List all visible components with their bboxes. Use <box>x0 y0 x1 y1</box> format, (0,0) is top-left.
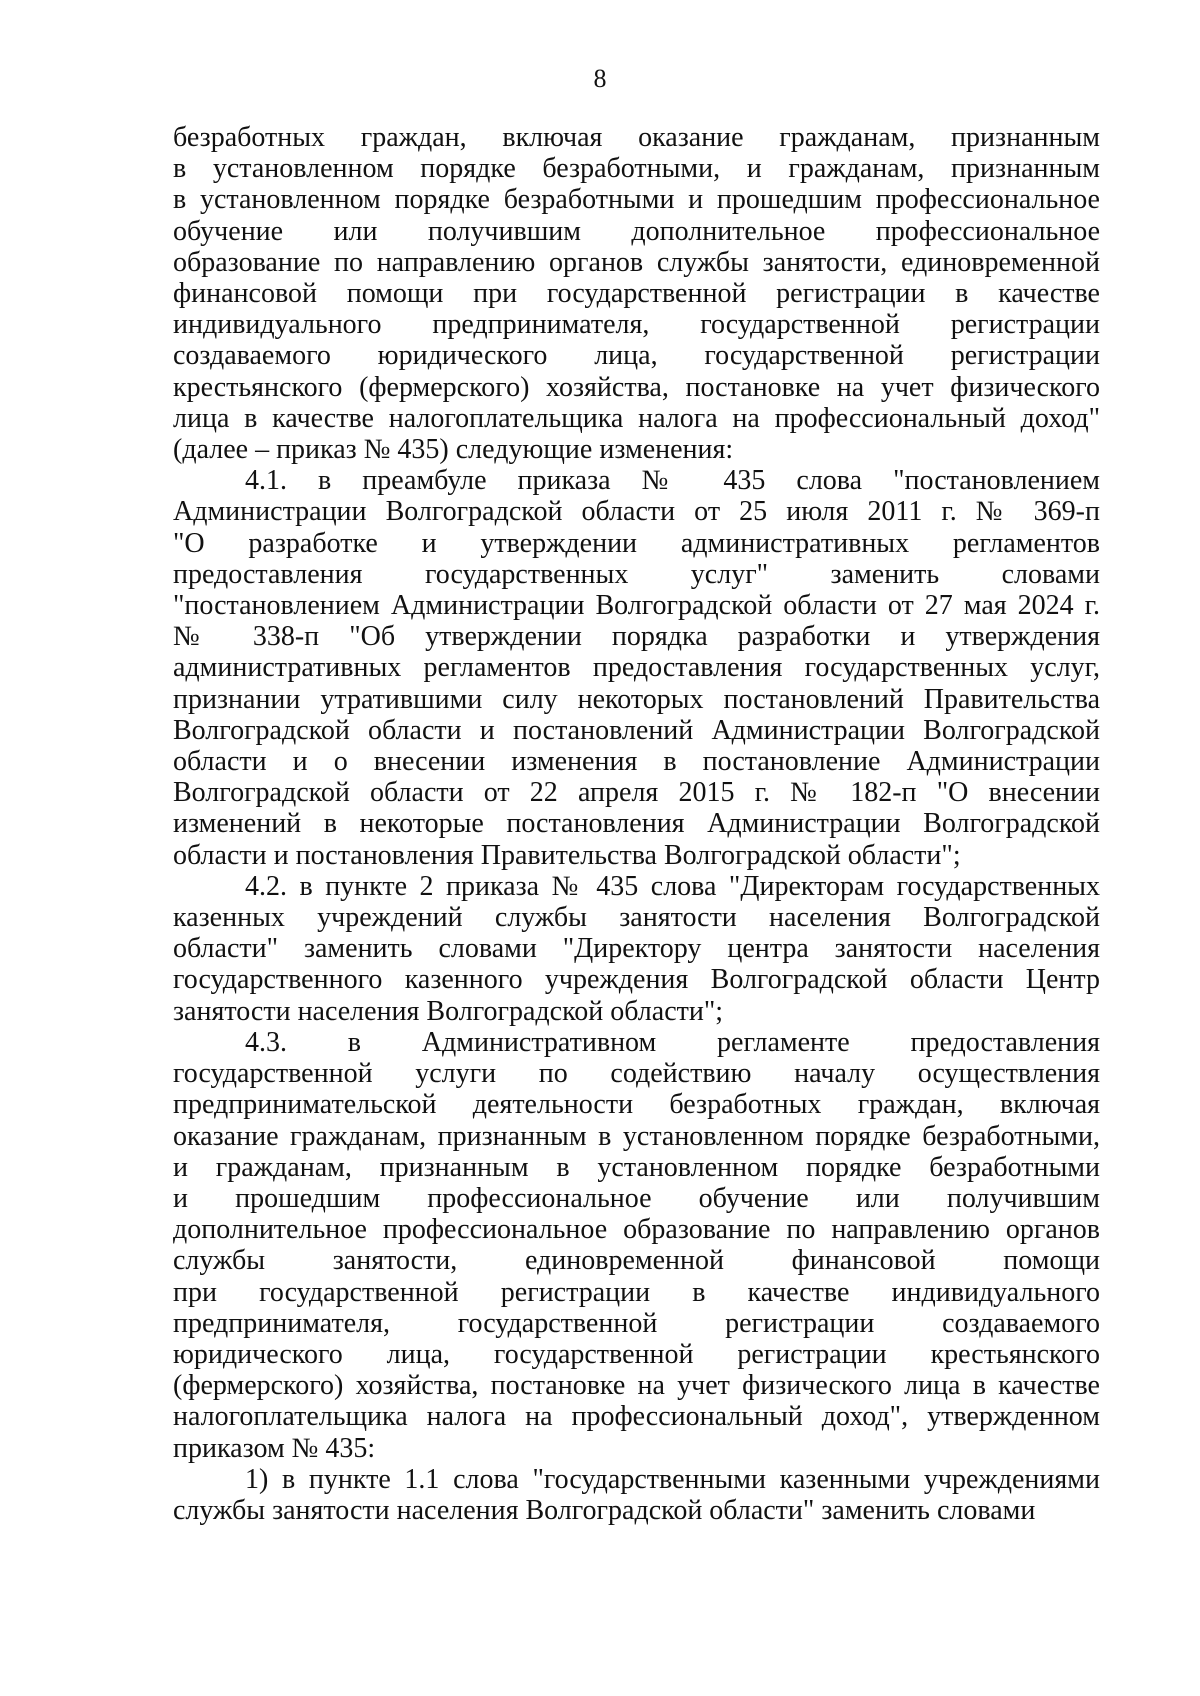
text-line: государственной услуги по содействию началу осуществления <box>173 1058 1100 1090</box>
text-line: юридического лица, государственной регистрации крестьянского <box>173 1338 1100 1370</box>
text-line: "постановлением Администрации Волгоградской области от 27 мая 2024 г. <box>173 590 1100 622</box>
paragraph-p2 <box>173 871 1100 1027</box>
text-line: и прошедшим профессиональное обучение или получившим <box>173 1182 1100 1214</box>
document-body <box>173 122 1100 1526</box>
text-line: обучение или получившим дополнительное профессиональное <box>173 215 1100 247</box>
text-line: службы занятости, единовременной финансовой помощи <box>173 1245 1100 1277</box>
text-line: приказом № 435: <box>173 1432 376 1464</box>
text-line: в установленном порядке безработными, и гражданам, признанным <box>173 153 1100 185</box>
text-line: крестьянского (фермерского) хозяйства, постановке на учет физического <box>173 371 1100 403</box>
text-line: индивидуального предпринимателя, государственной регистрации <box>173 309 1100 341</box>
text-line: № 338-п "Об утверждении порядка разработки и утверждения <box>173 621 1100 653</box>
text-line: Волгоградской области от 22 апреля 2015 г. № 182-п "О внесении <box>173 777 1100 809</box>
text-line: службы занятости населения Волгоградской области" заменить словами <box>173 1494 1036 1526</box>
text-line: (фермерского) хозяйства, постановке на учет физического лица в качестве <box>173 1370 1100 1402</box>
page-number: 8 <box>593 64 607 93</box>
text-line: 4.3. в Административном регламенте предоставления <box>245 1026 1100 1058</box>
text-line: при государственной регистрации в качестве индивидуального <box>173 1276 1100 1308</box>
text-line: в установленном порядке безработными и прошедшим профессиональное <box>173 184 1100 216</box>
text-line: финансовой помощи при государственной регистрации в качестве <box>173 278 1100 310</box>
text-line: Администрации Волгоградской области от 25 июля 2011 г. № 369-п <box>173 496 1100 528</box>
text-line: занятости населения Волгоградской области"; <box>173 995 724 1027</box>
text-line: образование по направлению органов службы занятости, единовременной <box>173 246 1100 278</box>
text-line: налогоплательщика налога на профессиональный доход", утвержденном <box>173 1401 1100 1433</box>
text-line: Волгоградской области и постановлений Администрации Волгоградской <box>173 714 1100 746</box>
paragraph-p1 <box>173 465 1100 871</box>
text-line: области и постановления Правительства Волгоградской области"; <box>173 839 961 871</box>
text-line: лица в качестве налогоплательщика налога на профессиональный доход" <box>173 402 1100 434</box>
text-line: оказание гражданам, признанным в установленном порядке безработными, <box>173 1120 1100 1152</box>
text-line: "О разработке и утверждении административных регламентов <box>173 527 1100 559</box>
text-line: изменений в некоторые постановления Администрации Волгоградской <box>173 808 1100 840</box>
text-line: 1) в пункте 1.1 слова "государственными казенными учреждениями <box>245 1463 1100 1495</box>
text-line: и гражданам, признанным в установленном порядке безработными <box>173 1151 1100 1183</box>
text-line: казенных учреждений службы занятости населения Волгоградской <box>173 902 1100 934</box>
paragraph-p4 <box>173 1464 1100 1526</box>
text-line: признании утратившими силу некоторых постановлений Правительства <box>173 683 1100 715</box>
text-line: административных регламентов предоставления государственных услуг, <box>173 652 1100 684</box>
text-line: предпринимательской деятельности безработных граждан, включая <box>173 1089 1100 1121</box>
text-line: области и о внесении изменения в постановление Администрации <box>173 746 1100 778</box>
paragraph-p3 <box>173 1027 1100 1464</box>
text-line: создаваемого юридического лица, государственной регистрации <box>173 340 1100 372</box>
paragraph-p0 <box>173 122 1100 465</box>
text-line: предоставления государственных услуг" заменить словами <box>173 558 1100 590</box>
text-line: 4.1. в преамбуле приказа № 435 слова "постановлением <box>245 465 1100 497</box>
text-line: предпринимателя, государственной регистрации создаваемого <box>173 1307 1100 1339</box>
text-line: дополнительное профессиональное образование по направлению органов <box>173 1214 1100 1246</box>
text-line: (далее – приказ № 435) следующие изменения: <box>173 434 734 466</box>
text-line: безработных граждан, включая оказание гражданам, признанным <box>173 122 1100 153</box>
text-line: 4.2. в пункте 2 приказа № 435 слова "Директорам государственных <box>245 870 1100 902</box>
text-line: государственного казенного учреждения Волгоградской области Центр <box>173 964 1100 996</box>
text-line: области" заменить словами "Директору центра занятости населения <box>173 933 1100 965</box>
